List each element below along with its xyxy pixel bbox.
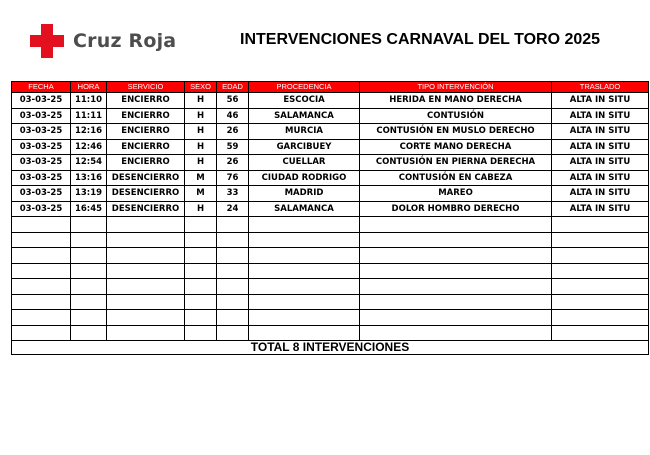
empty-cell <box>552 217 649 233</box>
cell-procedencia: ESCOCIA <box>249 93 360 109</box>
empty-cell <box>249 263 360 279</box>
cell-procedencia: MADRID <box>249 186 360 202</box>
page-title: INTERVENCIONES CARNAVAL DEL TORO 2025 <box>240 31 601 48</box>
empty-cell <box>249 310 360 326</box>
cell-procedencia: MURCIA <box>249 124 360 140</box>
cell-servicio: ENCIERRO <box>107 155 185 171</box>
cell-tipo-intervencion: CONTUSIÓN EN PIERNA DERECHA <box>360 155 552 171</box>
cell-edad: 26 <box>217 155 249 171</box>
empty-cell <box>71 263 107 279</box>
empty-table-row <box>12 232 649 248</box>
cell-traslado: ALTA IN SITU <box>552 124 649 140</box>
cell-sexo: H <box>185 201 217 217</box>
cell-tipo-intervencion: CONTUSIÓN <box>360 108 552 124</box>
cell-edad: 33 <box>217 186 249 202</box>
cell-procedencia: SALAMANCA <box>249 108 360 124</box>
table-row <box>12 155 649 171</box>
cell-tipo-intervencion: CONTUSIÓN EN MUSLO DERECHO <box>360 124 552 140</box>
cell-servicio: DESENCIERRO <box>107 201 185 217</box>
empty-cell <box>217 248 249 264</box>
empty-cell <box>107 248 185 264</box>
column-header-sexo: SEXO <box>185 82 217 93</box>
empty-cell <box>12 232 71 248</box>
total-row <box>12 341 649 355</box>
cell-procedencia: CIUDAD RODRIGO <box>249 170 360 186</box>
red-cross-icon <box>30 24 64 58</box>
cell-tipo-intervencion: HERIDA EN MANO DERECHA <box>360 93 552 109</box>
column-header-hora: HORA <box>71 82 107 93</box>
empty-table-row <box>12 248 649 264</box>
empty-cell <box>360 310 552 326</box>
empty-cell <box>552 325 649 341</box>
empty-cell <box>185 279 217 295</box>
empty-table-row <box>12 263 649 279</box>
cell-hora: 12:16 <box>71 124 107 140</box>
empty-cell <box>71 232 107 248</box>
empty-cell <box>552 263 649 279</box>
cell-tipo-intervencion: CONTUSIÓN EN CABEZA <box>360 170 552 186</box>
empty-cell <box>12 217 71 233</box>
cell-fecha: 03-03-25 <box>12 155 71 171</box>
cell-procedencia: CUELLAR <box>249 155 360 171</box>
cell-traslado: ALTA IN SITU <box>552 139 649 155</box>
table-row <box>12 170 649 186</box>
table-header <box>12 82 649 93</box>
empty-cell <box>360 294 552 310</box>
cell-edad: 26 <box>217 124 249 140</box>
empty-cell <box>12 325 71 341</box>
empty-cell <box>217 232 249 248</box>
empty-cell <box>552 232 649 248</box>
empty-cell <box>107 279 185 295</box>
table-row <box>12 124 649 140</box>
table-row <box>12 139 649 155</box>
empty-cell <box>71 294 107 310</box>
cell-hora: 11:11 <box>71 108 107 124</box>
empty-cell <box>71 325 107 341</box>
empty-cell <box>360 263 552 279</box>
table-row <box>12 186 649 202</box>
empty-cell <box>185 294 217 310</box>
cell-servicio: ENCIERRO <box>107 93 185 109</box>
empty-table-row <box>12 294 649 310</box>
cell-sexo: H <box>185 139 217 155</box>
empty-cell <box>249 294 360 310</box>
total-label: TOTAL 8 INTERVENCIONES <box>12 341 649 355</box>
cell-hora: 16:45 <box>71 201 107 217</box>
table-row <box>12 93 649 109</box>
cell-procedencia: SALAMANCA <box>249 201 360 217</box>
cell-edad: 76 <box>217 170 249 186</box>
cell-hora: 11:10 <box>71 93 107 109</box>
cell-fecha: 03-03-25 <box>12 93 71 109</box>
interventions-table <box>11 81 649 355</box>
cell-fecha: 03-03-25 <box>12 186 71 202</box>
empty-cell <box>185 263 217 279</box>
empty-cell <box>107 294 185 310</box>
empty-cell <box>12 310 71 326</box>
empty-cell <box>217 325 249 341</box>
cell-fecha: 03-03-25 <box>12 201 71 217</box>
cell-servicio: ENCIERRO <box>107 108 185 124</box>
cell-traslado: ALTA IN SITU <box>552 93 649 109</box>
cell-traslado: ALTA IN SITU <box>552 201 649 217</box>
empty-cell <box>360 217 552 233</box>
cell-servicio: ENCIERRO <box>107 124 185 140</box>
column-header-edad: EDAD <box>217 82 249 93</box>
empty-cell <box>12 294 71 310</box>
cell-traslado: ALTA IN SITU <box>552 186 649 202</box>
table-body <box>12 93 649 355</box>
table-row <box>12 108 649 124</box>
column-header-servicio: SERVICIO <box>107 82 185 93</box>
cell-fecha: 03-03-25 <box>12 139 71 155</box>
empty-table-row <box>12 217 649 233</box>
empty-cell <box>360 232 552 248</box>
cell-traslado: ALTA IN SITU <box>552 170 649 186</box>
empty-cell <box>552 279 649 295</box>
empty-cell <box>360 279 552 295</box>
cell-sexo: H <box>185 93 217 109</box>
cell-hora: 12:54 <box>71 155 107 171</box>
cell-servicio: DESENCIERRO <box>107 186 185 202</box>
cell-sexo: H <box>185 108 217 124</box>
cell-fecha: 03-03-25 <box>12 124 71 140</box>
cell-traslado: ALTA IN SITU <box>552 155 649 171</box>
empty-cell <box>552 310 649 326</box>
empty-cell <box>107 232 185 248</box>
cell-hora: 13:16 <box>71 170 107 186</box>
empty-cell <box>71 248 107 264</box>
empty-cell <box>249 325 360 341</box>
cell-fecha: 03-03-25 <box>12 108 71 124</box>
empty-cell <box>360 325 552 341</box>
cell-edad: 56 <box>217 93 249 109</box>
empty-cell <box>249 248 360 264</box>
cell-servicio: ENCIERRO <box>107 139 185 155</box>
cell-fecha: 03-03-25 <box>12 170 71 186</box>
brand-name: Cruz Roja <box>73 30 177 52</box>
empty-cell <box>107 263 185 279</box>
cell-procedencia: GARCIBUEY <box>249 139 360 155</box>
empty-cell <box>249 217 360 233</box>
empty-cell <box>552 248 649 264</box>
cell-hora: 13:19 <box>71 186 107 202</box>
cell-edad: 24 <box>217 201 249 217</box>
empty-cell <box>249 279 360 295</box>
table-row <box>12 201 649 217</box>
cruz-roja-logo <box>30 24 176 58</box>
cell-sexo: M <box>185 186 217 202</box>
empty-cell <box>107 310 185 326</box>
empty-cell <box>217 310 249 326</box>
empty-cell <box>71 217 107 233</box>
cell-hora: 12:46 <box>71 139 107 155</box>
cell-servicio: DESENCIERRO <box>107 170 185 186</box>
empty-cell <box>107 325 185 341</box>
empty-cell <box>12 263 71 279</box>
empty-cell <box>217 279 249 295</box>
empty-cell <box>12 279 71 295</box>
empty-cell <box>185 325 217 341</box>
empty-cell <box>71 279 107 295</box>
cell-sexo: M <box>185 170 217 186</box>
empty-table-row <box>12 279 649 295</box>
empty-cell <box>249 232 360 248</box>
column-header-tipo-intervencion: TIPO INTERVENCIÓN <box>360 82 552 93</box>
column-header-fecha: FECHA <box>12 82 71 93</box>
column-header-traslado: TRASLADO <box>552 82 649 93</box>
column-header-procedencia: PROCEDENCIA <box>249 82 360 93</box>
cell-tipo-intervencion: DOLOR HOMBRO DERECHO <box>360 201 552 217</box>
empty-table-row <box>12 310 649 326</box>
cell-edad: 59 <box>217 139 249 155</box>
empty-cell <box>185 232 217 248</box>
cell-tipo-intervencion: CORTE MANO DERECHA <box>360 139 552 155</box>
empty-cell <box>185 217 217 233</box>
cell-sexo: H <box>185 124 217 140</box>
empty-cell <box>217 217 249 233</box>
cell-edad: 46 <box>217 108 249 124</box>
empty-cell <box>107 217 185 233</box>
empty-cell <box>217 263 249 279</box>
cell-tipo-intervencion: MAREO <box>360 186 552 202</box>
empty-cell <box>71 310 107 326</box>
cell-traslado: ALTA IN SITU <box>552 108 649 124</box>
empty-cell <box>185 248 217 264</box>
empty-cell <box>12 248 71 264</box>
cell-sexo: H <box>185 155 217 171</box>
empty-cell <box>185 310 217 326</box>
empty-cell <box>360 248 552 264</box>
empty-cell <box>217 294 249 310</box>
empty-cell <box>552 294 649 310</box>
empty-table-row <box>12 325 649 341</box>
